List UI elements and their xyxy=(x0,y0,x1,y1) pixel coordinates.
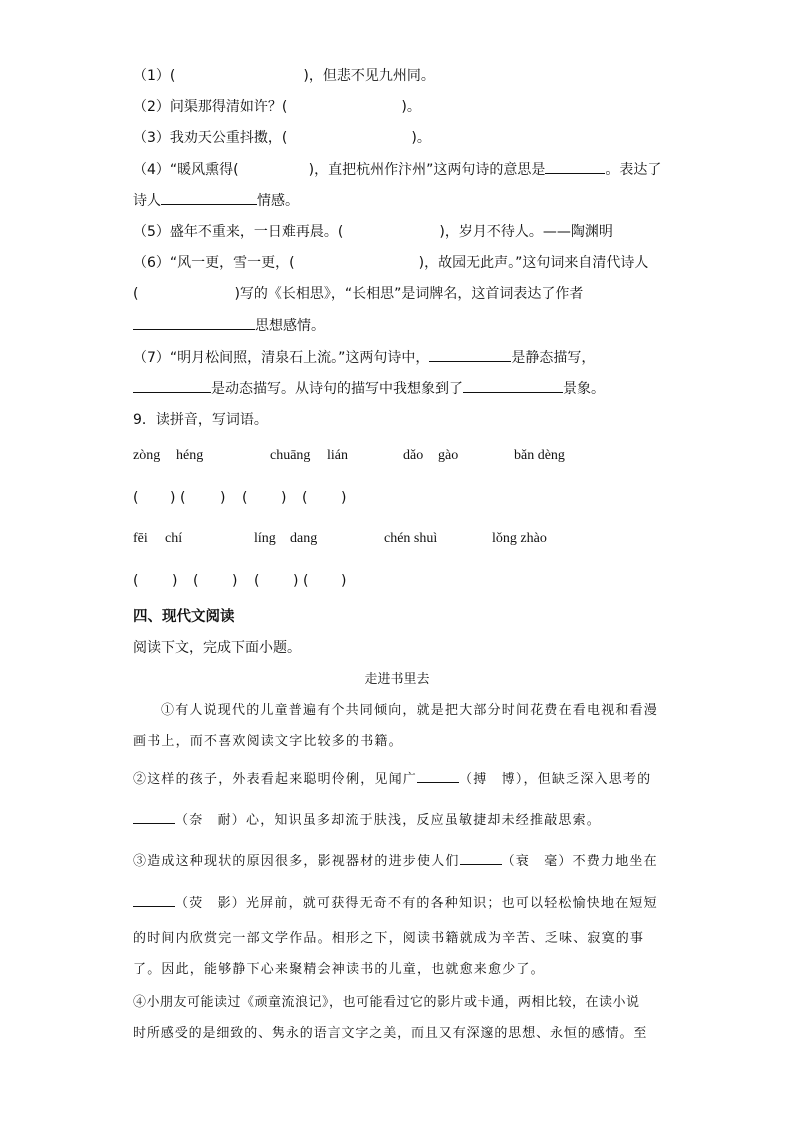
essay-text: ②这样的孩子，外表看起来聪明伶俐，见闻广 xyxy=(133,772,418,787)
poem-line-4-cont-suffix: 情感。 xyxy=(257,193,299,209)
poem-line-5-prefix: （5）盛年不重来，一日难再晨。( xyxy=(133,224,344,240)
poem-line-6-suffix: )，故园无此声。”这句词来自清代诗人 xyxy=(418,255,649,271)
poem-line-3 xyxy=(133,128,431,148)
answer-paren-open: ( xyxy=(133,573,139,589)
question-9-title: 9．读拼音，写词语。 xyxy=(133,412,268,428)
essay-line: ①有人说现代的儿童普遍有个共同倾向，就是把大部分时间花费在看电视和看漫 xyxy=(161,703,659,718)
pinyin: zòng xyxy=(133,448,161,463)
poem-line-1 xyxy=(133,66,435,86)
pinyin: dǎo xyxy=(403,448,424,463)
poem-line-7 xyxy=(133,347,595,368)
answer-paren-open: ( xyxy=(193,573,199,589)
poem-line-6-cont2-suffix: 思想感情。 xyxy=(255,318,325,334)
answer-paren-close: ) xyxy=(341,573,347,589)
answer-blank[interactable] xyxy=(133,378,211,393)
poem-line-4-prefix: （4）“暖风熏得( xyxy=(133,162,239,178)
poem-line-7-cont-suffix: 景象。 xyxy=(563,381,605,397)
poem-line-3-suffix: )。 xyxy=(411,130,431,146)
poem-line-4-suffix: 。表达了 xyxy=(605,162,662,178)
poem-line-3-prefix: （3）我劝天公重抖擞，( xyxy=(133,130,288,146)
pinyin: chuāng xyxy=(270,448,311,463)
poem-line-5 xyxy=(133,222,613,242)
poem-line-4-cont-prefix: 诗人 xyxy=(133,193,161,209)
essay-line: ④小朋友可能读过《顽童流浪记》，也可能看过它的影片或卡通，两相比较，在读小说 xyxy=(133,995,640,1010)
essay-text: （荧 影）光屏前，就可获得无奇不有的各种知识；也可以轻松愉快地在短短 xyxy=(175,896,658,911)
answer-blank[interactable] xyxy=(133,893,175,907)
poem-line-6-cont2 xyxy=(133,315,325,336)
poem-line-1-suffix: )，但悲不见九州同。 xyxy=(303,68,435,84)
essay-line: 时所感受的是细致的、隽永的语言文字之美，而且又有深邃的思想、永恒的感情。至 xyxy=(133,1026,648,1041)
answer-paren-open: ( xyxy=(254,573,260,589)
answer-paren-close: ) xyxy=(281,490,287,506)
poem-line-7-cont xyxy=(133,378,605,399)
pinyin: héng xyxy=(176,448,204,463)
answer-paren-close: ) xyxy=(232,573,238,589)
poem-line-4 xyxy=(133,159,661,180)
pinyin: lǒng zhào xyxy=(492,531,547,546)
pinyin: chén shuì xyxy=(384,531,438,546)
pinyin: bǎn dèng xyxy=(514,448,565,463)
poem-line-6-cont xyxy=(133,284,583,304)
answer-paren-open: ( xyxy=(180,490,186,506)
answer-paren-open: ( xyxy=(303,573,309,589)
section-heading: 四、现代文阅读 xyxy=(133,609,235,625)
essay-text: （奈 耐）心，知识虽多却流于肤浅，反应虽敏捷却未经推敲思索。 xyxy=(175,813,602,828)
pinyin: lián xyxy=(327,448,348,463)
essay-line: 的时间内欣赏完一部文学作品。相形之下，阅读书籍就成为辛苦、乏味、寂寞的事 xyxy=(133,931,645,946)
essay-title: 走进书里去 xyxy=(364,672,430,687)
poem-line-2-prefix: （2）问渠那得清如许？( xyxy=(133,99,288,115)
poem-line-2-suffix: )。 xyxy=(401,99,421,115)
answer-blank[interactable] xyxy=(161,190,257,205)
answer-blank[interactable] xyxy=(463,378,563,393)
poem-line-6-cont-prefix: ( xyxy=(133,286,139,302)
essay-text: ③造成这种现状的原因很多，影视器材的进步使人们 xyxy=(133,854,460,869)
answer-paren-close: ) xyxy=(341,490,347,506)
poem-line-4-cont xyxy=(133,190,299,211)
answer-paren-close: ) xyxy=(293,573,299,589)
poem-line-6-cont-suffix: )写的《长相思》，“长相思”是词牌名，这首词表达了作者 xyxy=(234,286,584,302)
answer-blank[interactable] xyxy=(460,851,502,865)
poem-line-6 xyxy=(133,253,648,273)
answer-paren-open: ( xyxy=(133,490,139,506)
essay-text: （衰 毫）不费力地坐在 xyxy=(501,854,658,869)
essay-line: 了。因此，能够静下心来聚精会神读书的儿童，也就愈来愈少了。 xyxy=(133,962,545,977)
pinyin: dang xyxy=(290,531,318,546)
poem-line-2 xyxy=(133,97,421,117)
answer-paren-close: ) xyxy=(172,573,178,589)
pinyin: fēi xyxy=(133,531,148,546)
poem-line-7-prefix: （7）“明月松间照，清泉石上流。”这两句诗中， xyxy=(133,350,430,366)
pinyin: gào xyxy=(438,448,459,463)
essay-text: （搏 博），但缺乏深入思考的 xyxy=(459,772,652,787)
answer-blank[interactable] xyxy=(429,347,511,362)
answer-blank[interactable] xyxy=(133,315,255,330)
poem-line-6-prefix: （6）“风一更，雪一更，( xyxy=(133,255,295,271)
answer-paren-open: ( xyxy=(242,490,248,506)
essay-line: 画书上，而不喜欢阅读文字比较多的书籍。 xyxy=(133,734,403,749)
answer-blank[interactable] xyxy=(133,810,175,824)
essay-line xyxy=(133,810,601,831)
essay-line xyxy=(133,851,658,872)
answer-paren-close: ) xyxy=(170,490,176,506)
poem-line-5-suffix: )，岁月不待人。——陶渊明 xyxy=(439,224,613,240)
poem-line-4-middle: )，直把杭州作汴州”这两句诗的意思是 xyxy=(308,162,546,178)
essay-line xyxy=(133,769,651,790)
pinyin: líng xyxy=(254,531,276,546)
poem-line-7-cont-middle: 是动态描写。从诗句的描写中我想象到了 xyxy=(211,381,463,397)
poem-line-7-suffix: 是静态描写， xyxy=(511,350,596,366)
answer-paren-close: ) xyxy=(220,490,226,506)
section-instruction: 阅读下文，完成下面小题。 xyxy=(133,640,301,656)
answer-paren-open: ( xyxy=(302,490,308,506)
pinyin: chí xyxy=(165,531,183,546)
poem-line-1-prefix: （1）( xyxy=(133,68,176,84)
essay-line xyxy=(133,893,658,914)
answer-blank[interactable] xyxy=(545,159,605,174)
answer-blank[interactable] xyxy=(417,769,459,783)
